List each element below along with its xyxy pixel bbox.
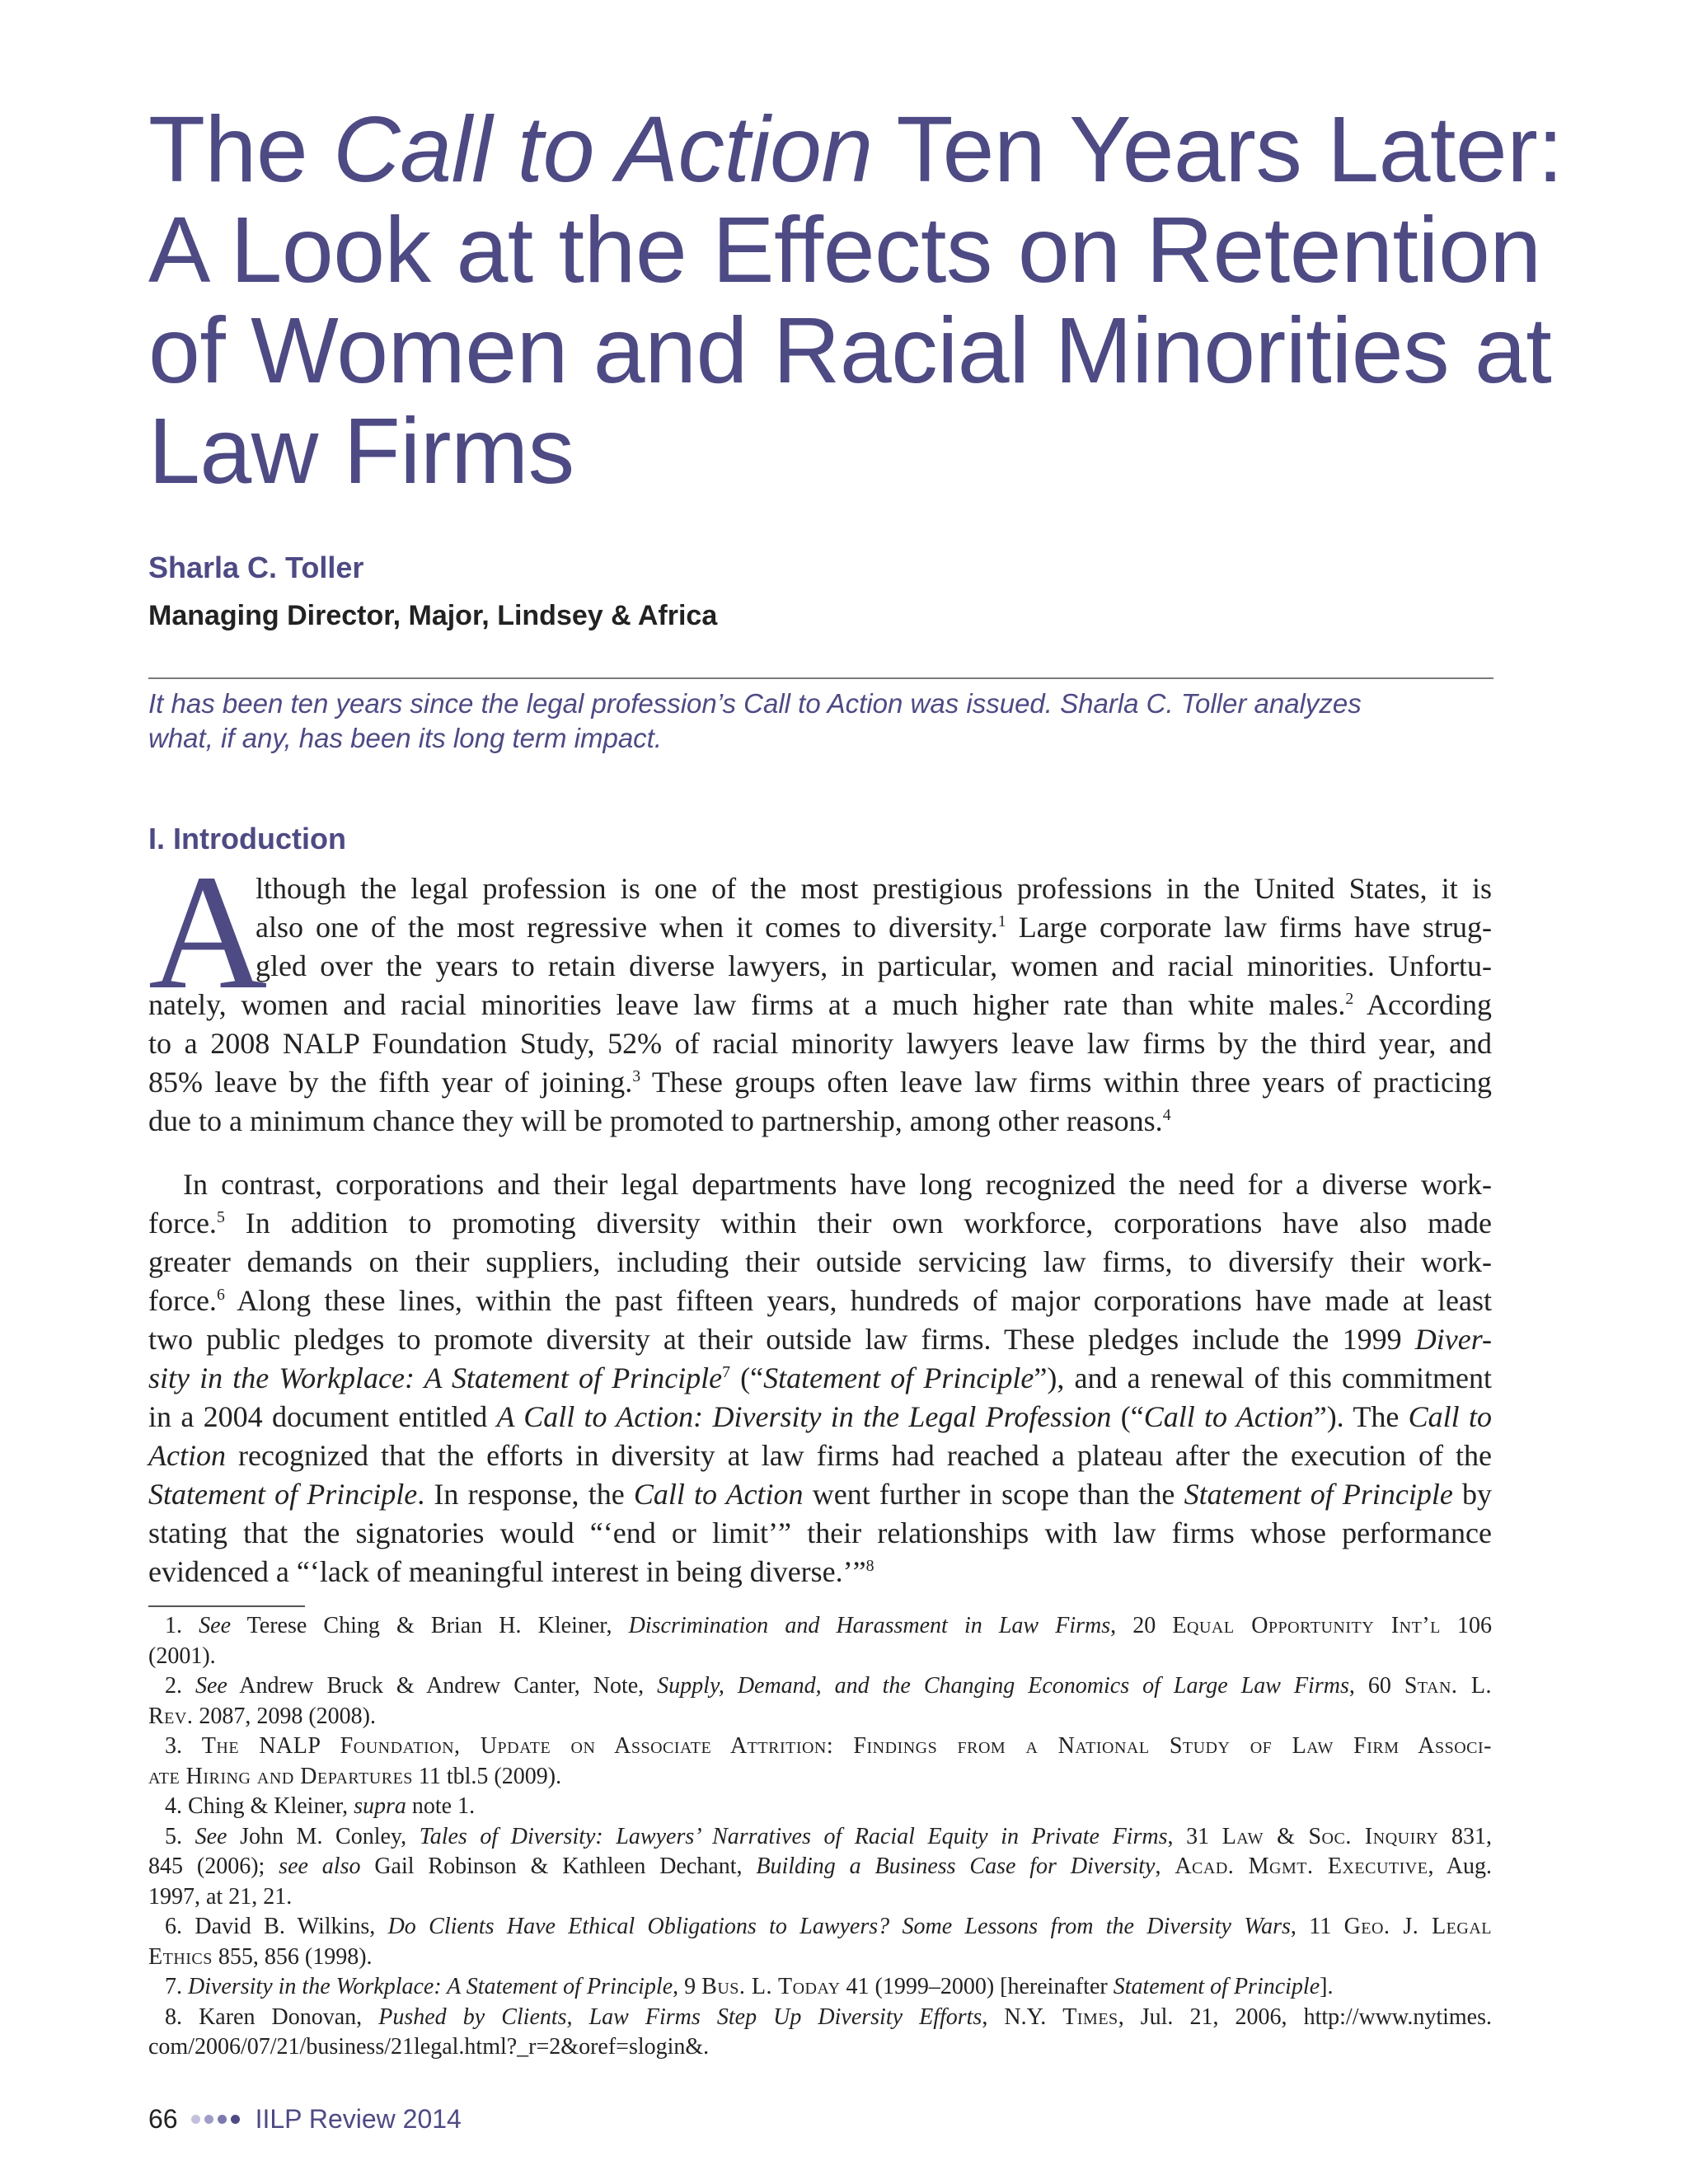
footnote-8: 8. Karen Donovan, Pushed by Clients, Law Firms Step Up Diversity Efforts, N.Y. Times, Jul. 21, 2006, http://www.nytimes. com/2006/07/21/business/21legal.html?_r=2&oref=slogin&. [148,2004,1492,2060]
text-line: 85% leave by the fifth year of joining.$^3$ These groups often leave law firms within three years of practicing [148,1066,1492,1099]
text-line: stating that the signatories would “‘end or limit’” their relationships with law firms whose performance [148,1516,1492,1549]
paragraph-second [148,1165,1492,1591]
title-line: Law Firms [148,399,574,503]
text-line: to a 2008 NALP Foundation Study, 52% of racial minority lawyers leave law firms by the third year, and [148,1027,1492,1060]
text-line: force.$^5$ In addition to promoting diversity within their own workforce, corporations have also made [148,1207,1492,1240]
footnote-ref: 8 [865,1557,874,1576]
author-affiliation: Managing Director, Major, Lindsey & Africa [148,600,718,631]
header-divider [148,677,1493,679]
footnote-3: 3. The NALP Foundation, Update on Associate Attrition: Findings from a National Study of Law Firm Associ- ate Hiring and Departures 11 tbl.5 (2009). [148,1733,1492,1789]
footnote-5: 5. See John M. Conley, Tales of Diversity: Lawyers’ Narratives of Racial Equity in Private Firms, 31 Law & Soc. Inquiry 831, 845 (2006); see also Gail Robinson & Kathleen Dechant, Building a Business Case for Diversity, Acad. Mgmt. Executive, Aug. 1997, at 21, 21. [148,1823,1493,1910]
abstract-line: what, if any, has been its long term impact. [148,723,663,753]
title-line: A Look at the Effects on Retention [148,198,1541,302]
footnote-7: 7. Diversity in the Workplace: A Statement of Principle, 9 Bus. L. Today 41 (1999–2000) [hereinafter Statement of Principle]. [165,1974,1334,1999]
page-number: 66 [148,2104,178,2134]
title-line: The Call to Action Ten Years Later: [148,97,1564,201]
text-line: in a 2004 document entitled A Call to Action: Diversity in the Legal Profession (“Call to Action”). The Call to [148,1400,1492,1433]
text-line: In contrast, corporations and their legal departments have long recognized the need for a diverse work- [183,1168,1492,1201]
text-line: greater demands on their suppliers, including their outside servicing law firms, to diversify their work- [148,1245,1492,1278]
paragraph-intro [148,841,1493,1141]
text-line: lthough the legal profession is one of the most prestigious professions in the United States, it is [256,872,1492,905]
text-line: gled over the years to retain diverse lawyers, in particular, women and racial minorities. Unfortu- [256,949,1492,982]
footnote-ref: 3 [632,1067,641,1086]
drop-cap: A [148,841,268,1024]
footnotes [148,1611,1492,2063]
article-title [148,97,1564,503]
footnote-1: 1. See Terese Ching & Brian H. Kleiner, Discrimination and Harassment in Law Firms, 20 Equal Opportunity Int’l 106 (2001). [148,1613,1492,1669]
footnote-ref: 5 [216,1208,225,1227]
decorative-dots-icon [191,2115,244,2124]
footnote-4: 4. Ching & Kleiner, supra note 1. [165,1793,476,1819]
text-line: Statement of Principle. In response, the Call to Action went further in scope than the Statement of Principle by [148,1478,1492,1511]
text-line: two public pledges to promote diversity at their outside law firms. These pledges include the 1999 Diver- [148,1323,1492,1356]
text-line: evidenced a “‘lack of meaningful interest in being diverse.’”$^8$ [148,1555,874,1588]
footnote-ref: 6 [216,1286,225,1305]
text-line: Action recognized that the efforts in diversity at law firms had reached a plateau after the execution of the [148,1439,1492,1472]
abstract-line: It has been ten years since the legal profession’s Call to Action was issued. Sharla C. Toller analyzes [148,688,1362,719]
abstract [148,687,1500,756]
text-line: nately, women and racial minorities leave law firms at a much higher rate than white males.$^2$ According [148,988,1493,1021]
text-line: due to a minimum chance they will be promoted to partnership, among other reasons.$^4$ [148,1104,1171,1137]
text-line: force.$^6$ Along these lines, within the past fifteen years, hundreds of major corporations have made at least [148,1284,1492,1317]
footnote-6: 6. David B. Wilkins, Do Clients Have Ethical Obligations to Lawyers? Some Lessons from the Diversity Wars, 11 Geo. J. Legal Ethics 855, 856 (1998). [148,1914,1492,1970]
footnote-ref: 4 [1162,1106,1171,1125]
section-heading: I. Introduction [148,822,346,855]
text-line: sity in the Workplace: A Statement of Principle$^7$ (“Statement of Principle”), and a renewal of this commitment [148,1361,1492,1394]
page-footer [148,2104,462,2135]
footnote-2: 2. See Andrew Bruck & Andrew Canter, Note, Supply, Demand, and the Changing Economics of Large Law Firms, 60 Stan. L. Rev. 2087, 2098 (2008). [148,1673,1492,1729]
footnote-ref: 7 [722,1363,731,1382]
text-line: also one of the most regressive when it comes to diversity.$^1$ Large corporate law firms have strug- [256,911,1492,944]
author-name: Sharla C. Toller [148,551,364,584]
title-line: of Women and Racial Minorities at [148,298,1552,402]
footnote-ref: 1 [997,912,1006,931]
footnote-divider [148,1605,305,1607]
journal-name: IILP Review 2014 [255,2104,462,2134]
footnote-ref: 2 [1345,990,1354,1009]
